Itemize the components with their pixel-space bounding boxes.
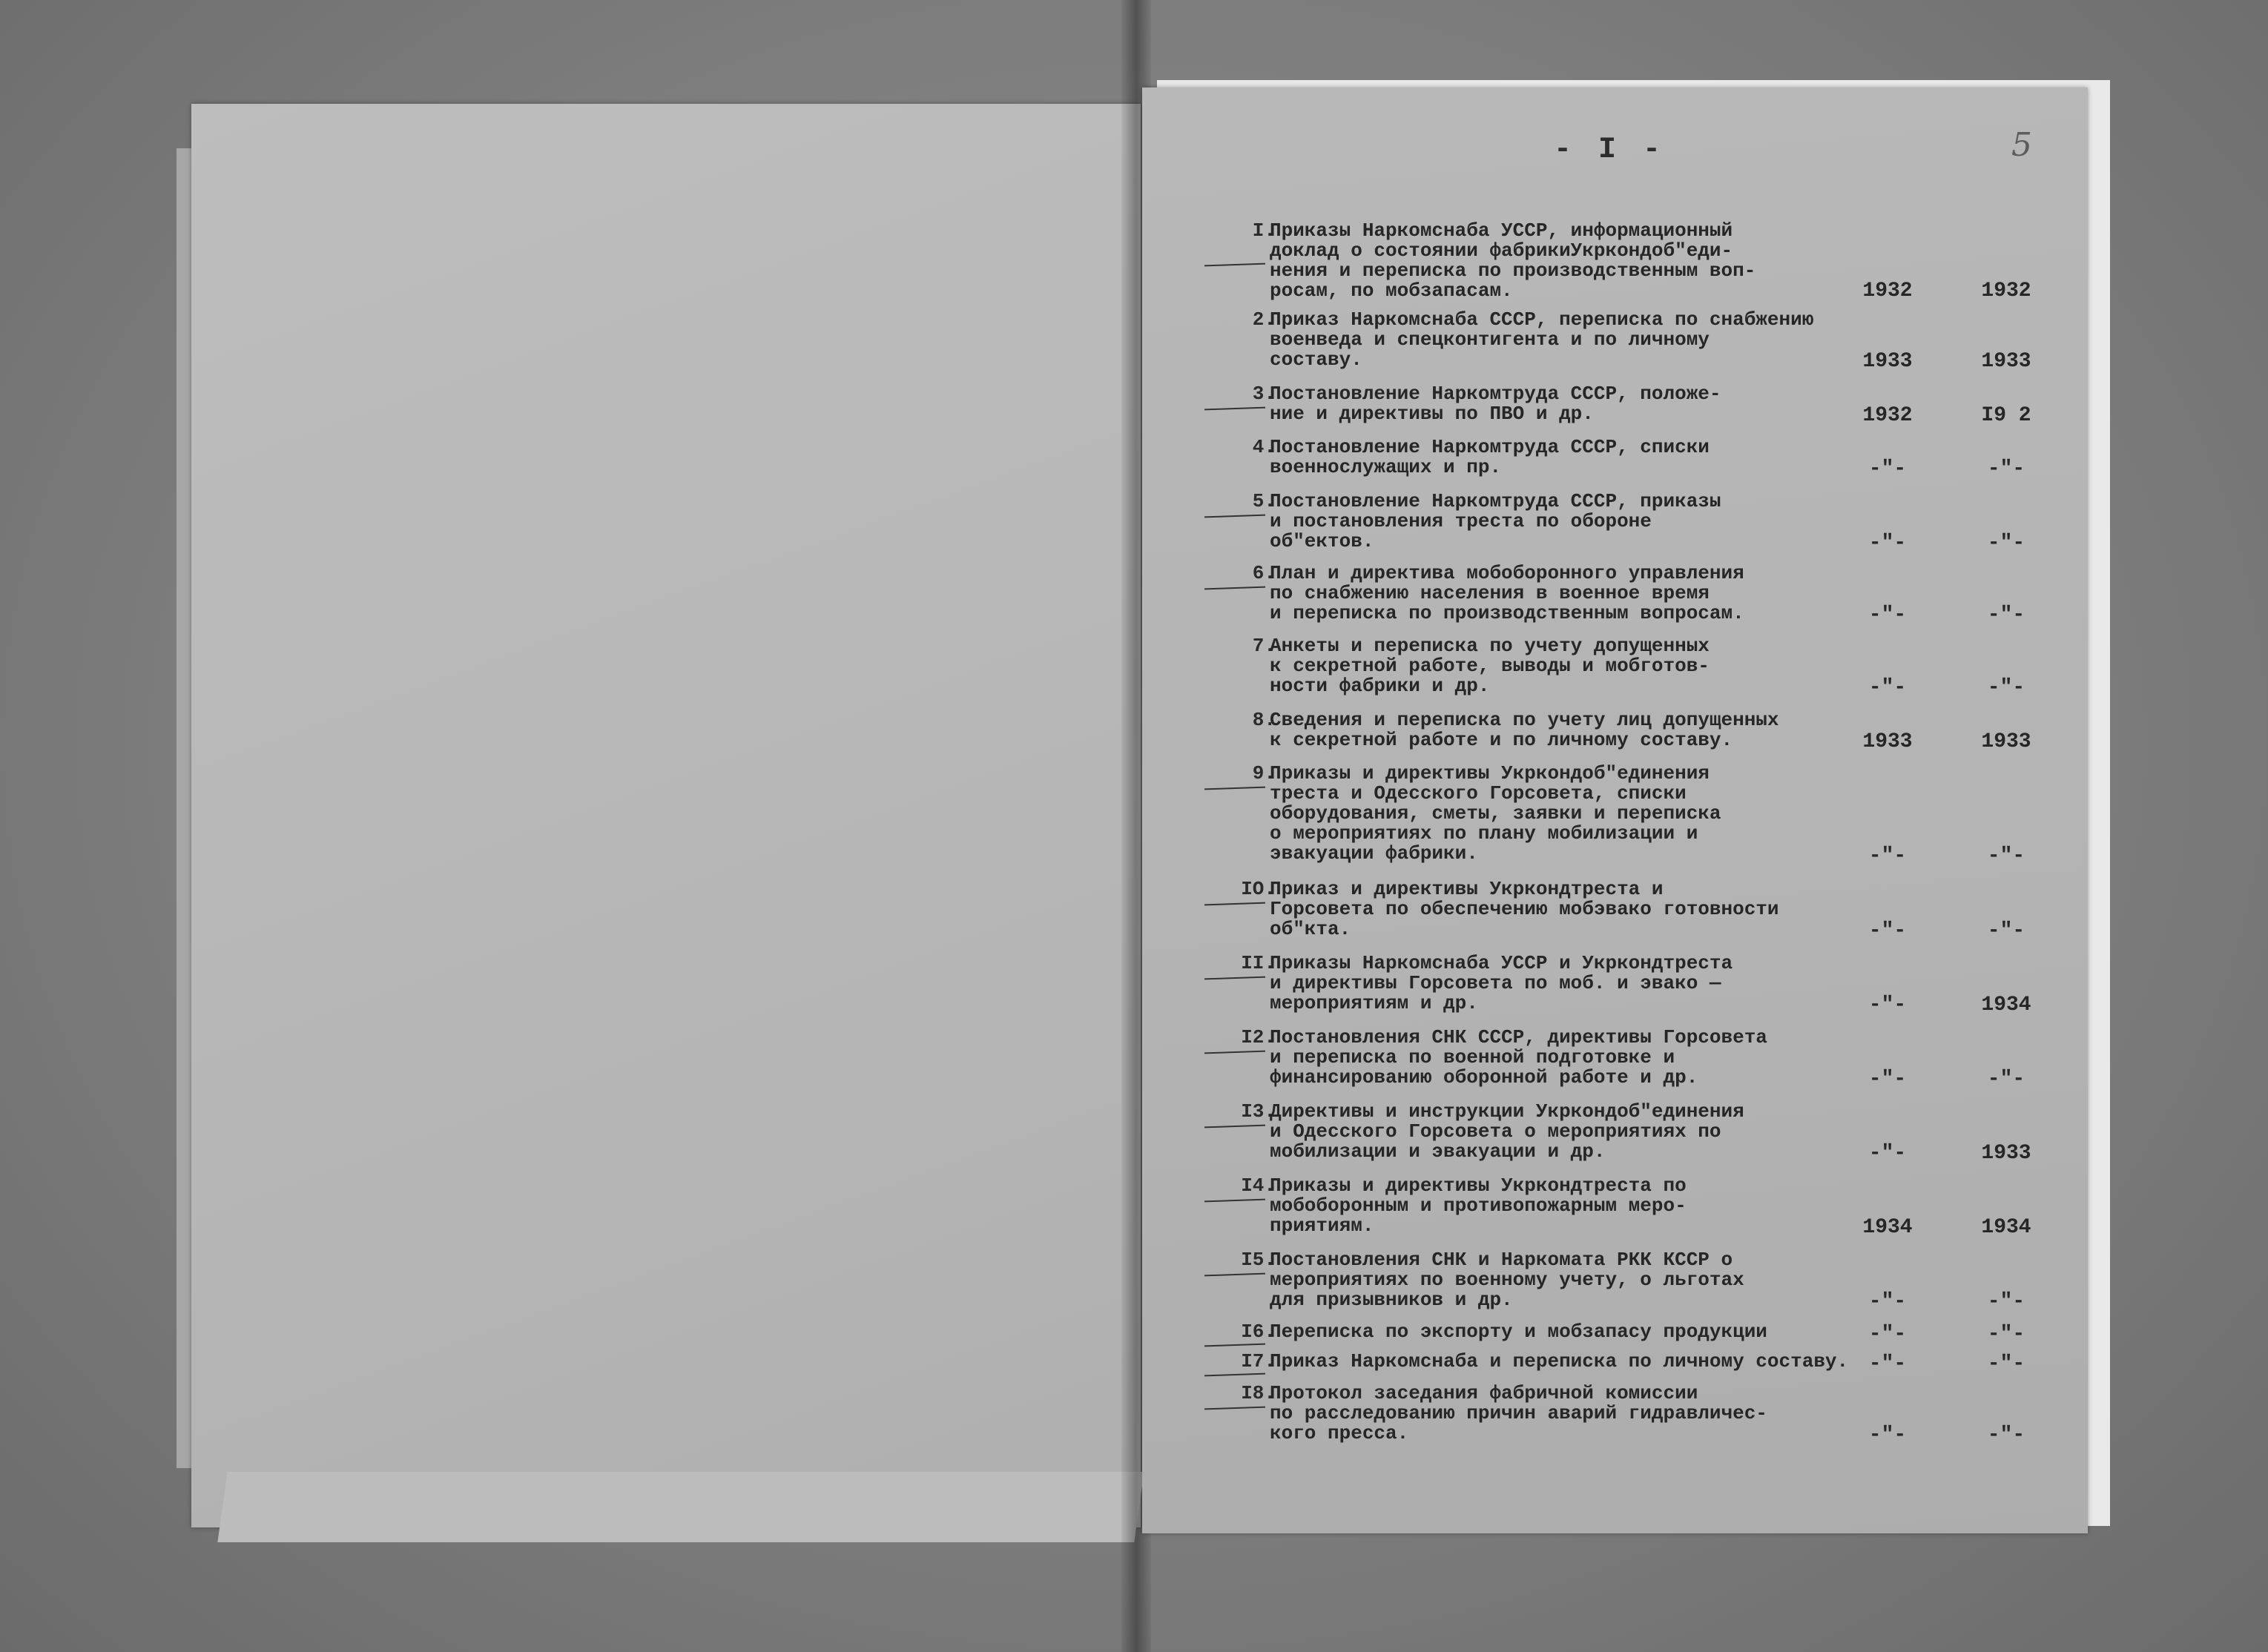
entry-number: 8. — [1252, 709, 1276, 731]
entry-year-from: 1932 — [1862, 280, 1913, 303]
inventory-entry — [1142, 764, 2088, 868]
entry-title: Постановления СНК СССР, директивы Горсовета и переписка по военной подготовке и финансированию оборонной работе и др. — [1270, 1026, 1767, 1088]
entry-year-to: -"- — [1987, 845, 2025, 868]
entry-number: 9. — [1252, 762, 1276, 784]
pencil-mark — [1204, 263, 1265, 267]
entry-number: I. — [1252, 219, 1276, 242]
entry-year-from: -"- — [1868, 1424, 1907, 1447]
entry-year-to: -"- — [1987, 1352, 2025, 1375]
entry-number: I2. — [1241, 1026, 1276, 1048]
entry-year-to: -"- — [1987, 1424, 2025, 1447]
entry-number: I6. — [1241, 1321, 1276, 1343]
entry-number: 7. — [1252, 635, 1276, 657]
entry-title: Постановление Наркомтруда СССР, приказы и постановления треста по обороне об"ектов. — [1270, 490, 1721, 552]
entry-title: Приказ Наркомснаба СССР, переписка по снабжению военведа и спецконтигента и по личному составу. — [1270, 308, 1814, 371]
left-page-bottom-edge — [217, 1472, 1144, 1542]
entry-title: Приказ Наркомснаба и переписка по личному составу. — [1270, 1350, 1849, 1372]
entry-year-from: -"- — [1868, 604, 1907, 627]
entry-year-from: -"- — [1868, 919, 1907, 942]
inventory-entry — [1142, 1102, 2088, 1165]
inventory-entry — [1142, 564, 2088, 627]
inventory-entry — [1142, 710, 2088, 753]
folio-number: 5 — [2011, 126, 2032, 164]
pencil-mark — [1204, 977, 1265, 980]
entry-number: 4. — [1252, 436, 1276, 458]
entry-title: Приказы и директивы Укркондтреста по мобоборонным и противопожарным меро- приятиям. — [1270, 1174, 1687, 1237]
entry-year-from: -"- — [1868, 532, 1907, 555]
entry-year-to: -"- — [1987, 1290, 2025, 1313]
entry-year-to: -"- — [1987, 676, 2025, 699]
pencil-mark — [1204, 407, 1265, 411]
entry-year-to: -"- — [1987, 604, 2025, 627]
entry-title: Приказ и директивы Укркондтреста и Горсовета по обеспечению мобэвако готовности об"кта. — [1270, 878, 1779, 940]
inventory-entry — [1142, 437, 2088, 480]
entry-number: I3. — [1241, 1100, 1276, 1123]
entry-year-to: 1934 — [1981, 994, 2031, 1017]
inventory-entry — [1142, 879, 2088, 942]
page-number: - I - — [1554, 133, 1666, 167]
entry-year-to: -"- — [1987, 1068, 2025, 1091]
entry-title: Приказы Наркомснаба УССР и Укркондтреста и директивы Горсовета по моб. и эвако — мероприятиям и др. — [1270, 952, 1733, 1014]
entry-year-from: -"- — [1868, 1142, 1907, 1165]
entry-title: Постановление Наркомтруда СССР, списки военнослужащих и пр. — [1270, 436, 1710, 478]
inventory-entry — [1142, 1176, 2088, 1239]
pencil-mark — [1204, 1273, 1265, 1277]
left-blank-page — [191, 104, 1141, 1527]
entry-title: Анкеты и переписка по учету допущенных к секретной работе, выводы и мобготов- ности фабрики и др. — [1270, 635, 1710, 697]
inventory-entry — [1142, 1250, 2088, 1313]
inventory-entry — [1142, 1322, 2088, 1346]
entry-year-from: -"- — [1868, 1323, 1907, 1346]
entry-year-to: -"- — [1987, 532, 2025, 555]
pencil-mark — [1204, 1125, 1265, 1129]
inventory-entry — [1142, 310, 2088, 373]
inventory-entry — [1142, 492, 2088, 555]
entry-year-from: -"- — [1868, 1068, 1907, 1091]
inventory-entry — [1142, 1384, 2088, 1447]
entry-number: I4. — [1241, 1174, 1276, 1197]
inventory-entry — [1142, 1028, 2088, 1091]
entry-title: Сведения и переписка по учету лиц допущенных к секретной работе и по личному составу. — [1270, 709, 1779, 751]
entry-title: Протокол заседания фабричной комиссии по расследованию причин аварий гидравличес- кого пресса. — [1270, 1382, 1767, 1444]
entry-title: Приказы и директивы Укркондоб"единения треста и Одесского Горсовета, списки оборудования, сметы, заявки и переписка о мероприятиях по плану мобилизации и эвакуации фабрики. — [1270, 762, 1721, 865]
entry-number: 2. — [1252, 308, 1276, 331]
entry-title: Переписка по экспорту и мобзапасу продукции — [1270, 1321, 1767, 1343]
pencil-mark — [1204, 1373, 1265, 1377]
entry-year-to: 1933 — [1981, 1142, 2031, 1165]
entry-title: План и директива мобоборонного управления по снабжению населения в военное время и переписка по производственным вопросам. — [1270, 562, 1744, 624]
pencil-mark — [1204, 1051, 1265, 1054]
inventory-entry — [1142, 954, 2088, 1017]
entry-year-to: 1932 — [1981, 280, 2031, 303]
entry-year-from: -"- — [1868, 845, 1907, 868]
inventory-entry — [1142, 384, 2088, 427]
entry-year-to: 1933 — [1981, 350, 2031, 373]
entry-year-from: 1932 — [1862, 404, 1913, 427]
entry-year-to: 1933 — [1981, 730, 2031, 753]
entry-year-from: -"- — [1868, 457, 1907, 480]
entry-year-from: 1933 — [1862, 350, 1913, 373]
entry-title: Постановления СНК и Наркомата РКК КССР о мероприятиях по военному учету, о льготах для призывников и др. — [1270, 1249, 1744, 1311]
entry-year-to: -"- — [1987, 1323, 2025, 1346]
inventory-entry — [1142, 1352, 2088, 1375]
entry-number: I8. — [1241, 1382, 1276, 1404]
entry-year-from: -"- — [1868, 676, 1907, 699]
entry-number: IO. — [1241, 878, 1276, 900]
pencil-mark — [1204, 902, 1265, 906]
entry-year-from: 1934 — [1862, 1216, 1913, 1239]
entry-year-to: 1934 — [1981, 1216, 2031, 1239]
inventory-entry — [1142, 221, 2088, 303]
entry-number: I7. — [1241, 1350, 1276, 1372]
pencil-mark — [1204, 1407, 1265, 1410]
entry-year-from: 1933 — [1862, 730, 1913, 753]
entry-number: 5. — [1252, 490, 1276, 512]
pencil-mark — [1204, 1199, 1265, 1203]
entry-year-to: I9 2 — [1981, 404, 2031, 427]
entry-title: Приказы Наркомснаба УССР, информационный доклад о состоянии фабрикиУкркондоб"еди- нения и переписка по производственным воп- росам, по мобзапасам. — [1270, 219, 1756, 302]
pencil-mark — [1204, 787, 1265, 790]
inventory-page — [1142, 87, 2088, 1533]
entry-number: I5. — [1241, 1249, 1276, 1271]
entry-year-to: -"- — [1987, 919, 2025, 942]
entry-year-from: -"- — [1868, 994, 1907, 1017]
pencil-mark — [1204, 515, 1265, 518]
inventory-entry — [1142, 636, 2088, 699]
entry-title: Директивы и инструкции Укркондоб"единения и Одесского Горсовета о мероприятиях по мобилизации и эвакуации и др. — [1270, 1100, 1744, 1163]
entry-title: Постановление Наркомтруда СССР, положе- ние и директивы по ПВО и др. — [1270, 383, 1721, 425]
pencil-mark — [1204, 587, 1265, 590]
pencil-mark — [1204, 1344, 1265, 1347]
entry-year-from: -"- — [1868, 1352, 1907, 1375]
entry-number: 3. — [1252, 383, 1276, 405]
entry-number: 6. — [1252, 562, 1276, 584]
entry-year-to: -"- — [1987, 457, 2025, 480]
entry-number: II. — [1241, 952, 1276, 974]
entry-year-from: -"- — [1868, 1290, 1907, 1313]
